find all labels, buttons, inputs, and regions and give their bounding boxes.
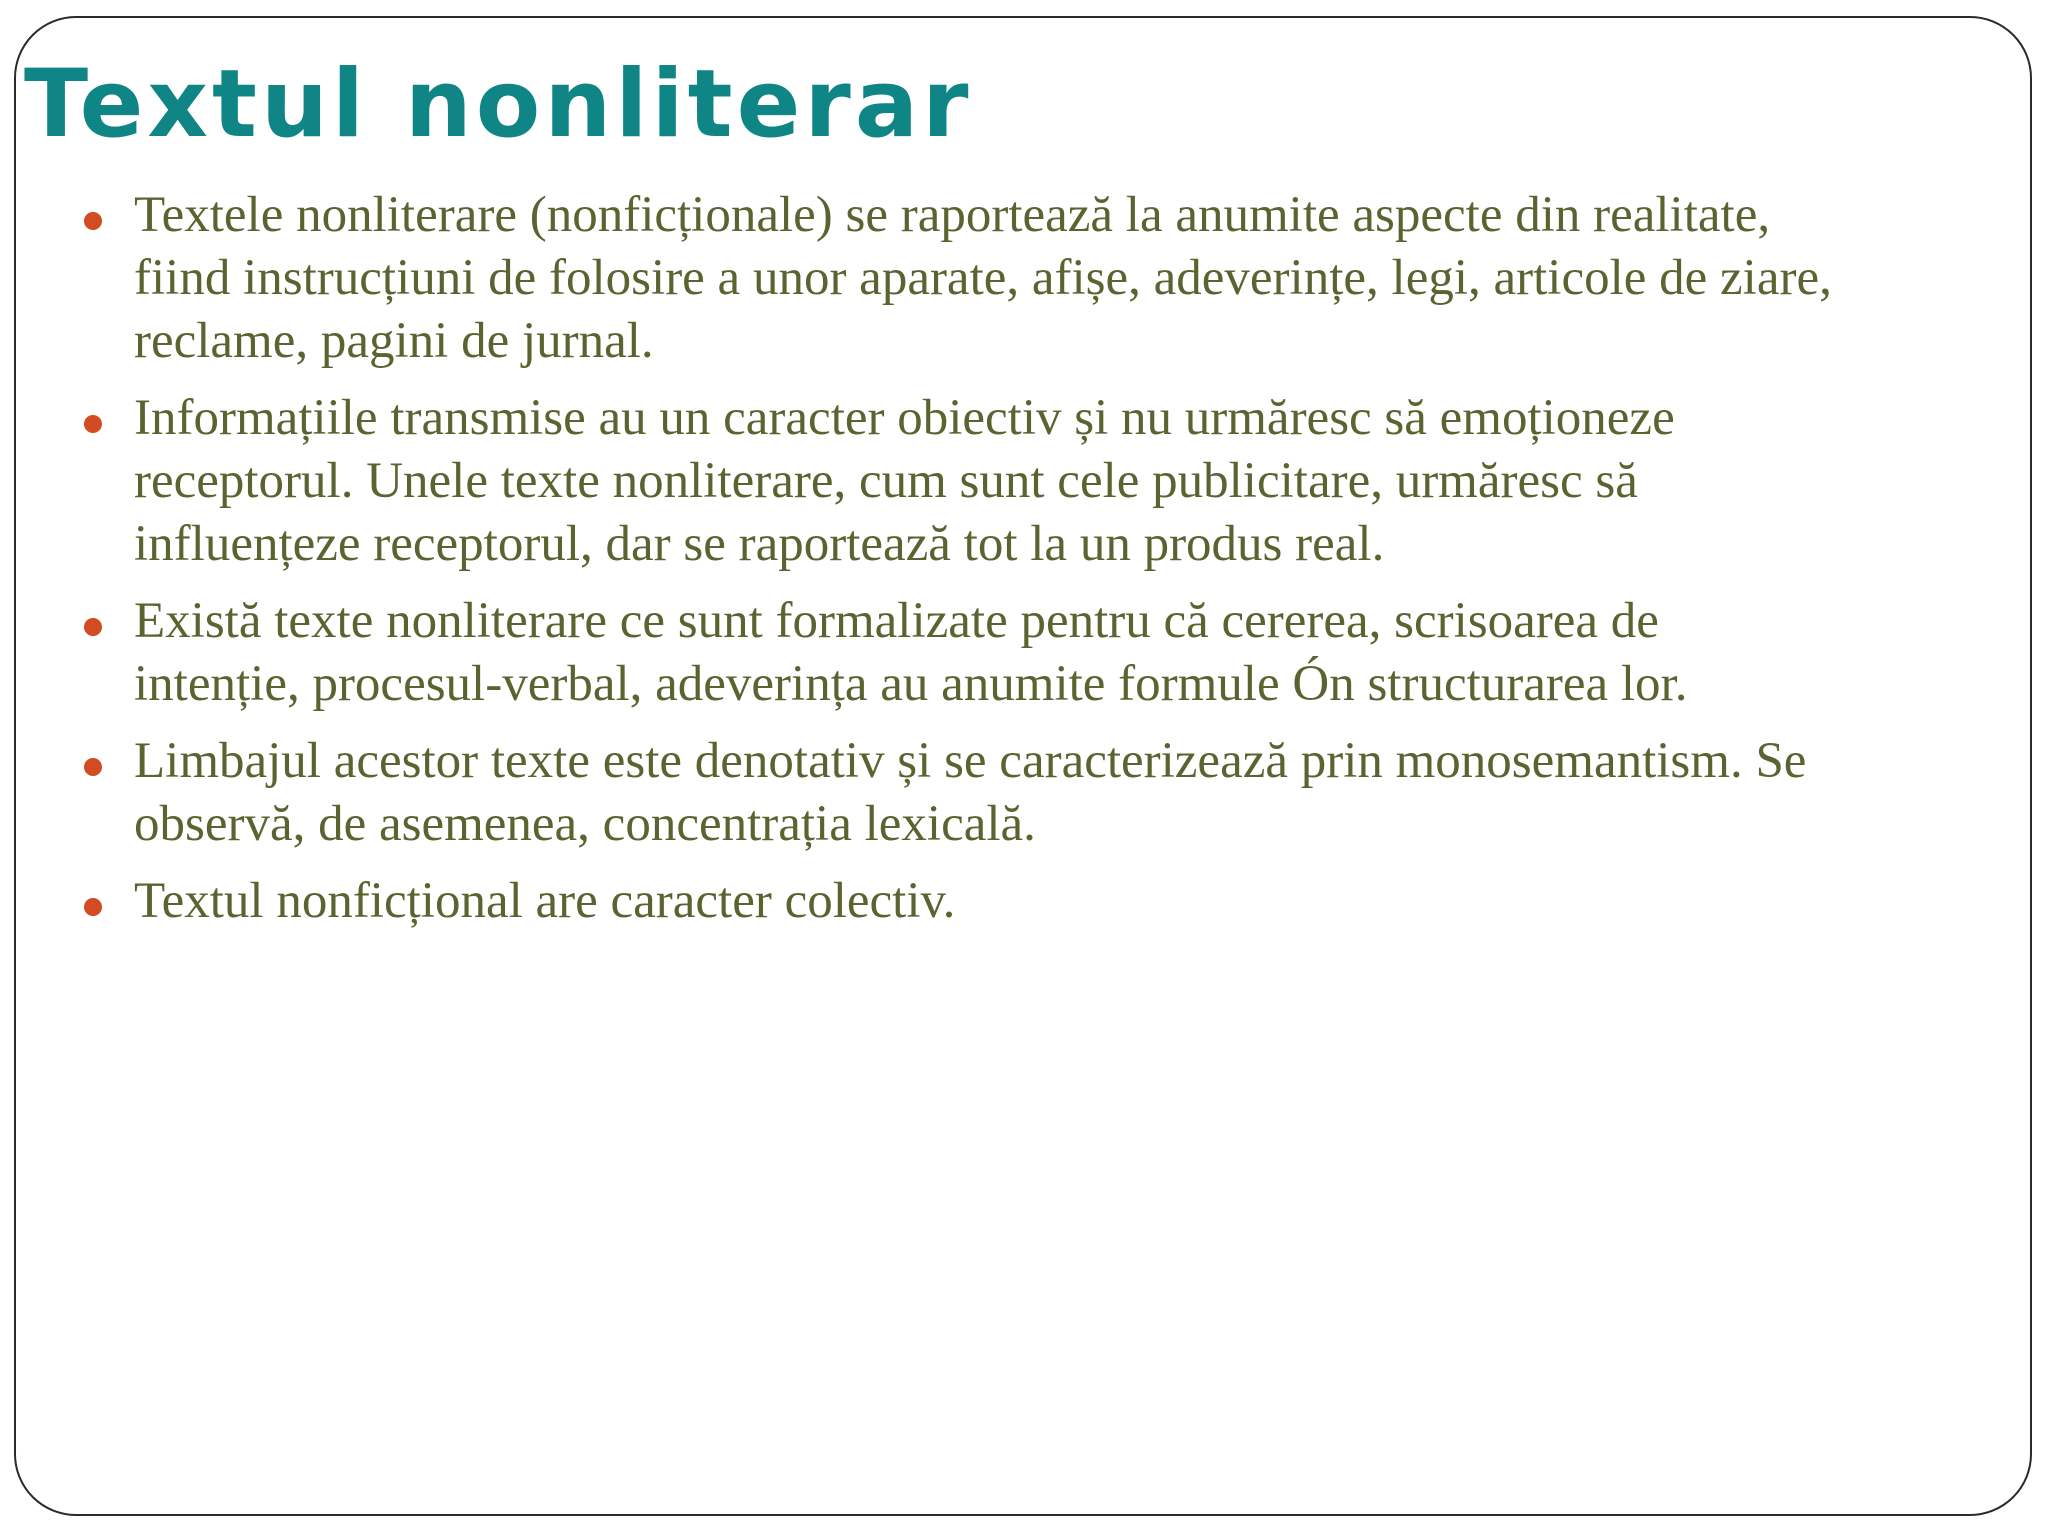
slide-title: Textul nonliterar (24, 50, 973, 159)
bullet-item (76, 730, 1836, 856)
bullet-item (76, 590, 1836, 716)
slide-frame (14, 16, 2032, 1516)
bullet-dot-icon (84, 415, 102, 433)
bullet-dot-icon (84, 758, 102, 776)
bullet-text: Limbajul acestor texte este denotativ și se caracterizează prin monosemantism. Se observă, de asemenea, concentrația lexicală. (134, 733, 1807, 852)
bullet-text: Informațiile transmise au un caracter obiectiv și nu urmăresc să emoționeze receptorul. Unele texte nonliterare, cum sunt cele publicitare, urmăresc să influențeze receptorul, dar se raportează tot la un produs real. (134, 390, 1675, 572)
bullet-list (76, 184, 1836, 947)
bullet-item (76, 184, 1836, 373)
bullet-item (76, 870, 1836, 933)
bullet-text: Textul nonficțional are caracter colectiv. (134, 873, 956, 929)
bullet-text: Există texte nonliterare ce sunt formalizate pentru că cererea, scrisoarea de intenție, procesul-verbal, adeverința au anumite formule Ón structurarea lor. (134, 593, 1688, 712)
bullet-dot-icon (84, 618, 102, 636)
bullet-text: Textele nonliterare (nonficționale) se raportează la anumite aspecte din realitate, fiind instrucțiuni de folosire a unor aparate, afișe, adeverințe, legi, articole de ziare, reclame, pagini de jurnal. (134, 187, 1832, 369)
bullet-dot-icon (84, 212, 102, 230)
bullet-dot-icon (84, 898, 102, 916)
bullet-item (76, 387, 1836, 576)
